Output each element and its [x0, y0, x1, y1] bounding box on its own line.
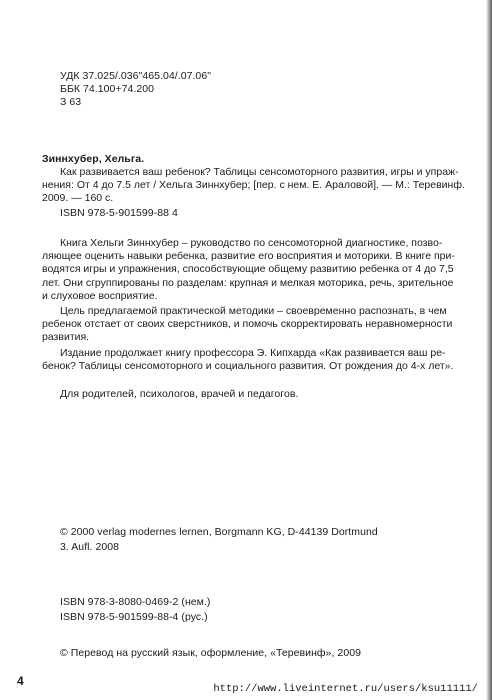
isbn-german: ISBN 978-3-8080-0469-2 (нем.) [60, 596, 211, 608]
annotation-paragraph-1 [42, 237, 462, 303]
bibliographic-description [42, 166, 465, 206]
text-line: лет. Они сгруппированы по разделам: крупная и мелкая моторика, речь, зрительное [42, 276, 454, 289]
target-audience: Для родителей, психологов, врачей и педагогов. [60, 388, 299, 400]
original-copyright: © 2000 verlag modernes lernen, Borgmann KG, D-44139 Dortmund [60, 526, 378, 538]
bib-line: нения: От 4 до 7.5 лет / Хельга Зиннхубер; [пер. с нем. Е. Араловой]. — М.: Теревинф. [42, 179, 465, 192]
udk-code: УДК 37.025/.036"465.04/.07.06" [60, 70, 211, 82]
text-line: ребенок отстает от своих сверстников, и помочь скорректировать неравномерности [42, 318, 453, 331]
edition-line: 3. Aufl. 2008 [60, 541, 120, 553]
text-line: водятся игры и упражнения, способствующие общему развитию ребенка от 4 до 7,5 [42, 263, 454, 276]
text-line: Книга Хельги Зиннхубер – руководство по сенсомоторной диагностике, позво- [60, 237, 443, 249]
bib-line: 2009. — 160 с. [42, 192, 114, 205]
author-name: Зиннхубер, Хельга. [42, 153, 145, 165]
annotation-paragraph-2 [42, 305, 462, 345]
page-binding-edge [486, 0, 492, 700]
author-mark: З 63 [60, 96, 82, 108]
isbn-line: ISBN 978-5-901599-88 4 [60, 207, 178, 219]
isbn-russian: ISBN 978-5-901599-88-4 (рус.) [60, 611, 208, 623]
text-line: ляющее оценить навыки ребенка, развитие его восприятия и моторики. В книге при- [42, 250, 455, 263]
translation-copyright: © Перевод на русский язык, оформление, «Теревинф», 2009 [60, 647, 361, 659]
watermark-url: http://www.liveinternet.ru/users/ksu11111/ [213, 683, 478, 695]
text-line: Цель предлагаемой практической методики – своевременно распознать, в чем [60, 305, 447, 317]
text-line: Издание продолжает книгу профессора Э. Кипхарда «Как развивается ваш ре- [60, 347, 446, 359]
text-line: развития. [42, 331, 90, 344]
text-line: и слуховое восприятие. [42, 289, 158, 302]
text-line: бенок? Таблицы сенсомоторного и социального развития. От рождения до 4-х лет». [42, 360, 454, 373]
page-number: 4 [17, 674, 24, 688]
bbk-code: ББК 74.100+74.200 [60, 83, 155, 95]
bib-line: Как развивается ваш ребенок? Таблицы сенсомоторного развития, игры и упраж- [60, 166, 459, 178]
annotation-paragraph-3 [42, 347, 462, 373]
